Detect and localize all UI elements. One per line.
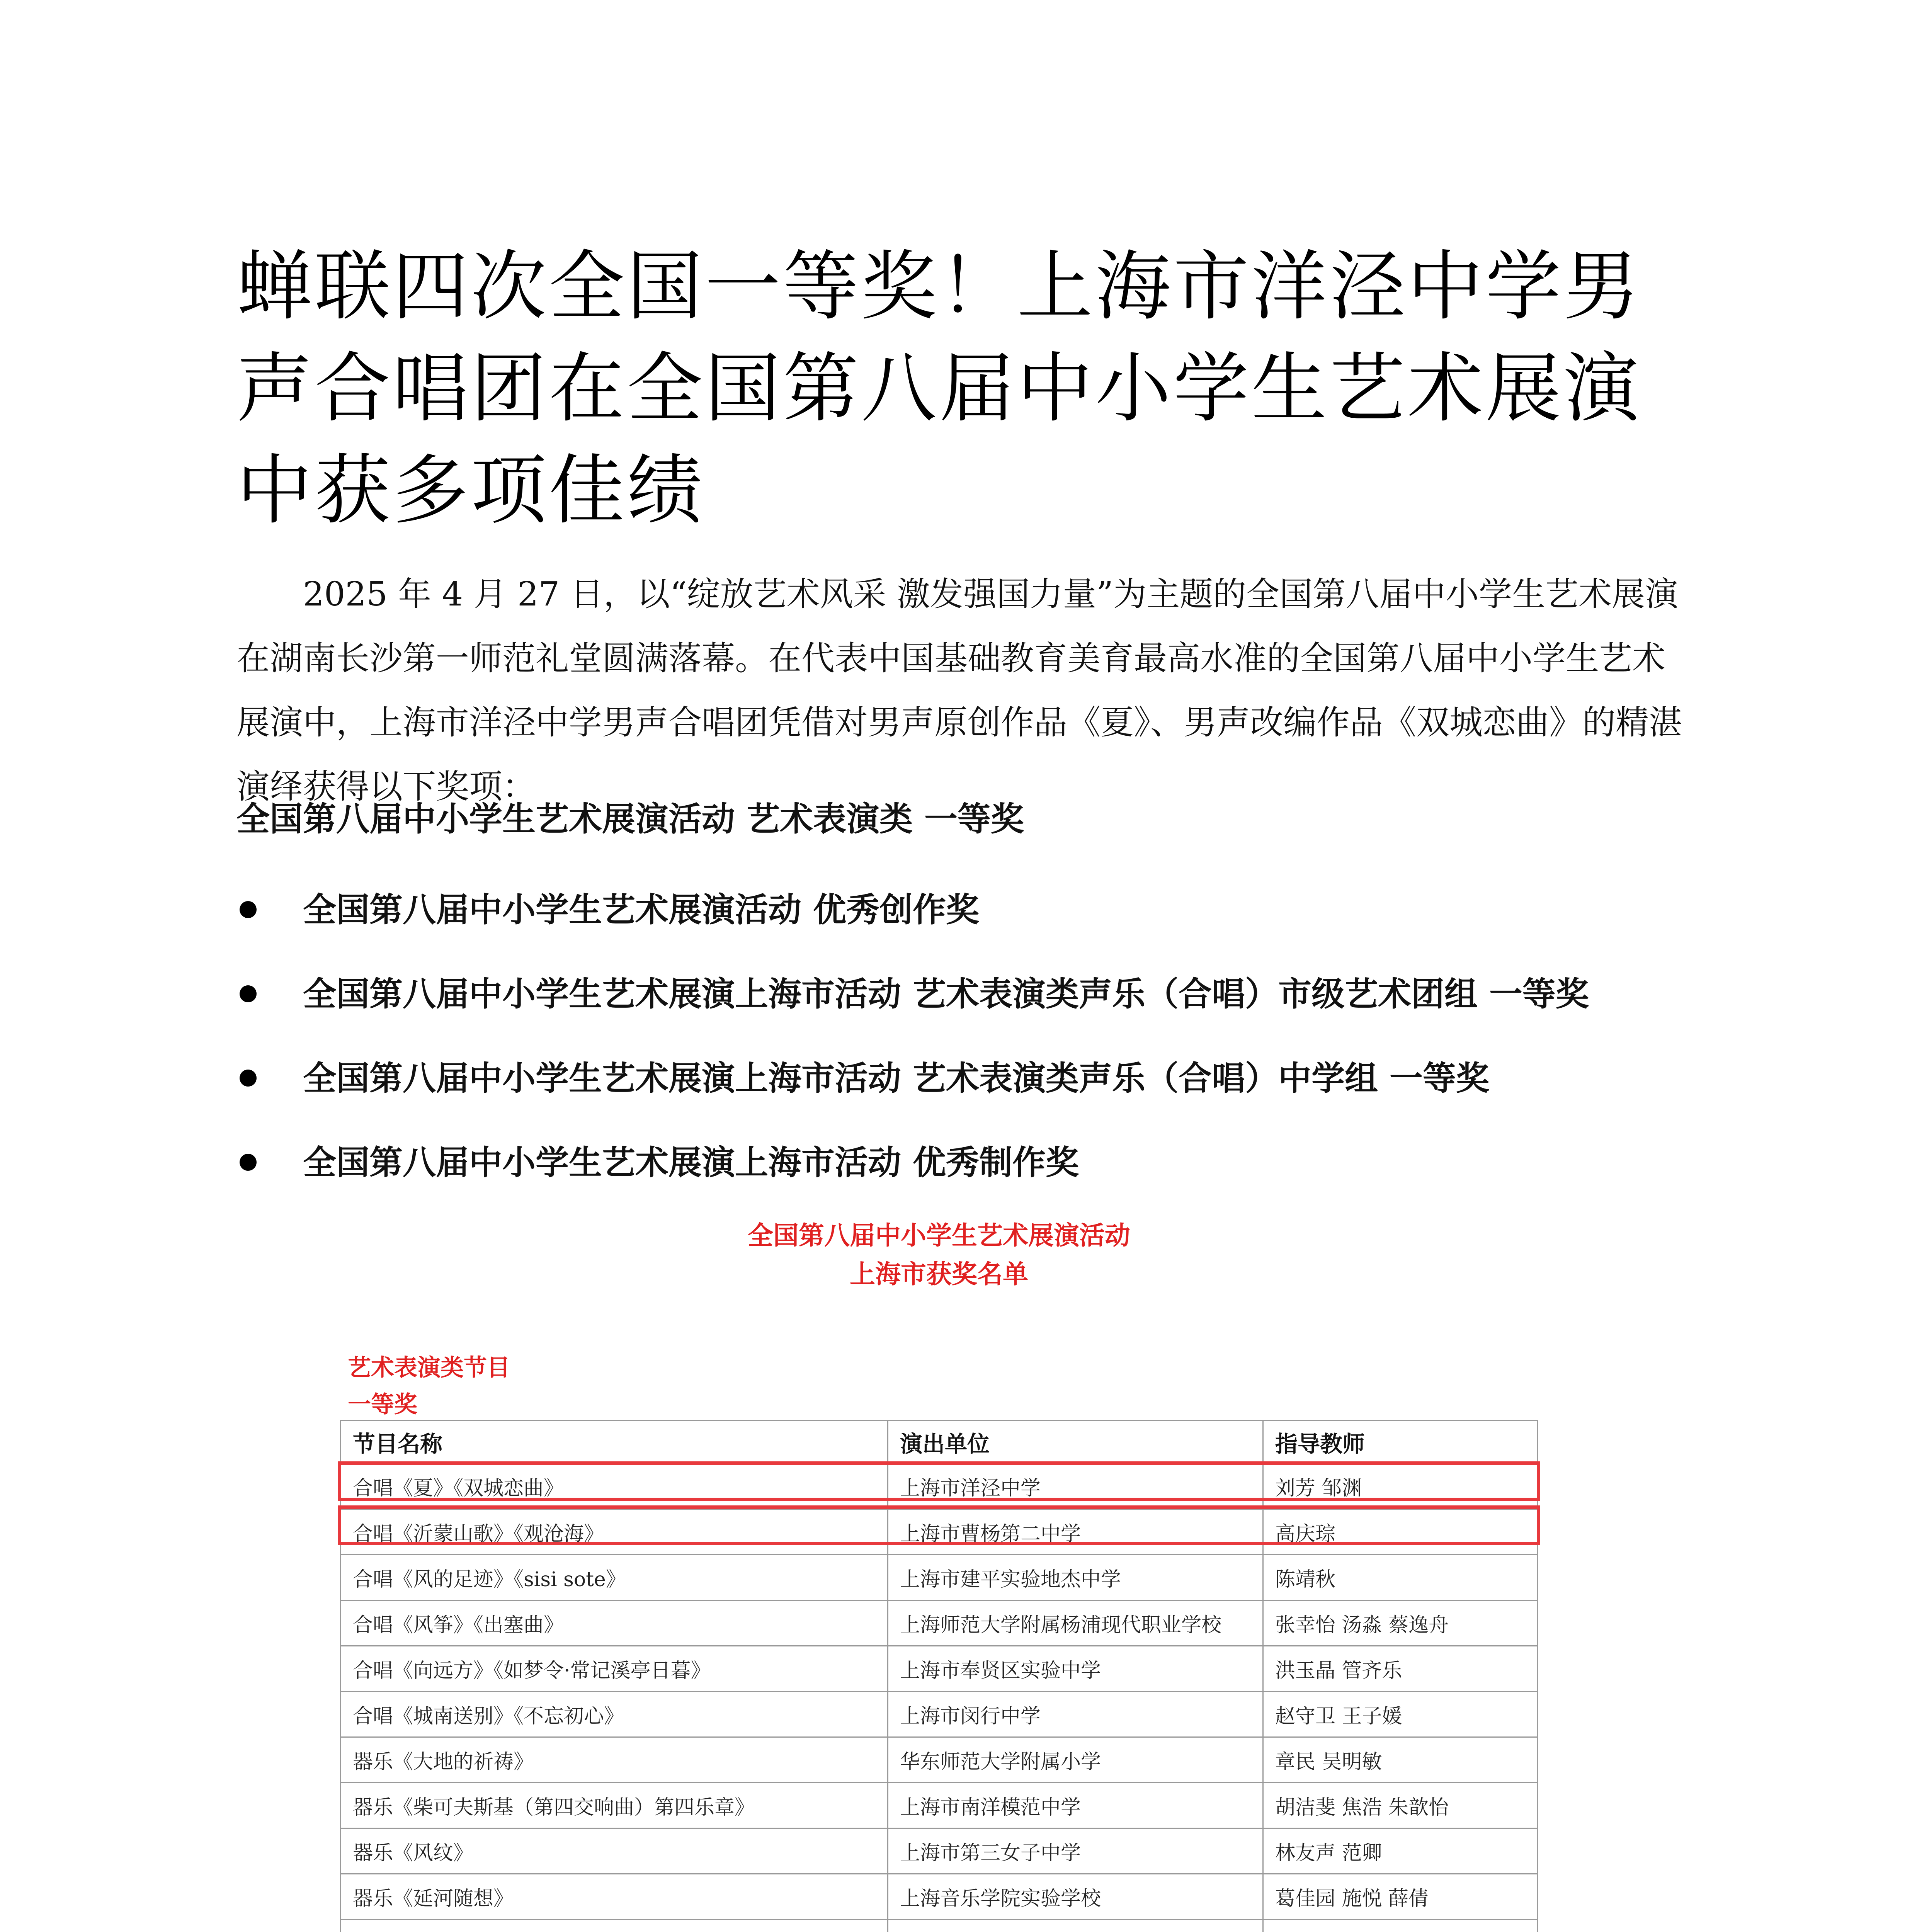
instructor: 张幸怡 汤淼 蔡逸舟 bbox=[1263, 1600, 1537, 1646]
performing-unit: 上海市曹杨第二中学 bbox=[888, 1509, 1263, 1555]
column-header: 演出单位 bbox=[888, 1421, 1263, 1464]
program-name: 合唱《风筝》《出塞曲》 bbox=[341, 1600, 888, 1646]
program-name: 合唱《沂蒙山歌》《观沧海》 bbox=[341, 1509, 888, 1555]
table-row bbox=[341, 1783, 1538, 1828]
table-row bbox=[341, 1737, 1538, 1783]
award-list-item bbox=[236, 969, 1689, 1053]
performing-unit: 上海市建平实验地杰中学 bbox=[888, 1555, 1263, 1600]
award-list-item bbox=[236, 1053, 1689, 1138]
table-header-row bbox=[341, 1421, 1538, 1464]
performing-unit: 上海市南洋模范中学 bbox=[888, 1783, 1263, 1828]
instructor: 高庆琮 bbox=[1263, 1509, 1537, 1555]
performing-unit: 华东师范大学附属小学 bbox=[888, 1737, 1263, 1783]
main-award: 全国第八届中小学生艺术展演活动 艺术表演类 一等奖 bbox=[236, 800, 1024, 838]
bullet-icon bbox=[240, 1070, 257, 1087]
program-name: 器乐《延河随想》 bbox=[341, 1874, 888, 1920]
performing-unit: 上海师范大学附属杨浦现代职业学校 bbox=[888, 1600, 1263, 1646]
program-name: 合唱《风的足迹》《sisi sote》 bbox=[341, 1555, 888, 1600]
table-row bbox=[341, 1555, 1538, 1600]
performing-unit: 上海市闵行中学 bbox=[888, 1692, 1263, 1737]
award-table bbox=[340, 1420, 1538, 1932]
instructor: 陈靖秋 bbox=[1263, 1555, 1537, 1600]
award-list-item bbox=[236, 885, 1689, 969]
program-name: 器乐《柴可夫斯基（第四交响曲）第四乐章》 bbox=[341, 1783, 888, 1828]
award-list-text: 全国第八届中小学生艺术展演上海市活动 优秀制作奖 bbox=[303, 1143, 1079, 1182]
instructor: 刘芳 邹渊 bbox=[1263, 1464, 1537, 1509]
program-name bbox=[341, 1920, 888, 1932]
table-row bbox=[341, 1646, 1538, 1692]
figure-heading-line1: 全国第八届中小学生艺术展演活动 bbox=[748, 1221, 1130, 1250]
table-row bbox=[341, 1920, 1538, 1932]
instructor bbox=[1263, 1920, 1537, 1932]
column-header: 节目名称 bbox=[341, 1421, 888, 1464]
performing-unit: 上海市奉贤区实验中学 bbox=[888, 1646, 1263, 1692]
article-intro: 2025 年 4 月 27 日，以“绽放艺术风采 激发强国力量”为主题的全国第八届中小学生艺术展演在湖南长沙第一师范礼堂圆满落幕。在代表中国基础教育美育最高水准的全国第八届中小学生艺术展演中，上海市洋泾中学男声合唱团凭借对男声原创作品《夏》、男声改编作品《双城恋曲》的精湛演绎获得以下奖项： bbox=[236, 575, 1682, 806]
instructor: 洪玉晶 管齐乐 bbox=[1263, 1646, 1537, 1692]
bullet-icon bbox=[240, 901, 257, 918]
program-name: 合唱《城南送别》《不忘初心》 bbox=[341, 1692, 888, 1737]
table-row bbox=[341, 1464, 1538, 1509]
bullet-icon bbox=[240, 1154, 257, 1171]
instructor: 章民 吴明敏 bbox=[1263, 1737, 1537, 1783]
award-list bbox=[236, 885, 1689, 1222]
program-name: 器乐《风纹》 bbox=[341, 1828, 888, 1874]
award-list-text: 全国第八届中小学生艺术展演上海市活动 艺术表演类声乐（合唱）市级艺术团组 一等奖 bbox=[303, 975, 1589, 1014]
table-row bbox=[341, 1828, 1538, 1874]
instructor: 胡洁斐 焦浩 朱歆怡 bbox=[1263, 1783, 1537, 1828]
table-row bbox=[341, 1600, 1538, 1646]
award-list-image bbox=[332, 1217, 1546, 1932]
performing-unit bbox=[888, 1920, 1263, 1932]
performing-unit: 上海市第三女子中学 bbox=[888, 1828, 1263, 1874]
figure-level: 一等奖 bbox=[348, 1391, 417, 1418]
program-name: 合唱《夏》《双城恋曲》 bbox=[341, 1464, 888, 1509]
figure-category: 艺术表演类节目 bbox=[348, 1354, 510, 1381]
performing-unit: 上海市洋泾中学 bbox=[888, 1464, 1263, 1509]
table-row bbox=[341, 1692, 1538, 1737]
instructor: 林友声 范卿 bbox=[1263, 1828, 1537, 1874]
program-name: 合唱《向远方》《如梦令·常记溪亭日暮》 bbox=[341, 1646, 888, 1692]
article-title: 蝉联四次全国一等奖！上海市洋泾中学男声合唱团在全国第八届中小学生艺术展演中获多项佳绩 bbox=[236, 243, 1642, 535]
table-row bbox=[341, 1509, 1538, 1555]
instructor: 赵守卫 王子媛 bbox=[1263, 1692, 1537, 1737]
instructor: 葛佳园 施悦 薛倩 bbox=[1263, 1874, 1537, 1920]
bullet-icon bbox=[240, 985, 257, 1002]
performing-unit: 上海音乐学院实验学校 bbox=[888, 1874, 1263, 1920]
table-row bbox=[341, 1874, 1538, 1920]
award-list-item bbox=[236, 1138, 1689, 1222]
figure-heading-line2: 上海市获奖名单 bbox=[850, 1259, 1028, 1289]
award-list-text: 全国第八届中小学生艺术展演上海市活动 艺术表演类声乐（合唱）中学组 一等奖 bbox=[303, 1059, 1489, 1098]
program-name: 器乐《大地的祈祷》 bbox=[341, 1737, 888, 1783]
column-header: 指导教师 bbox=[1263, 1421, 1537, 1464]
award-list-text: 全国第八届中小学生艺术展演活动 优秀创作奖 bbox=[303, 891, 979, 929]
